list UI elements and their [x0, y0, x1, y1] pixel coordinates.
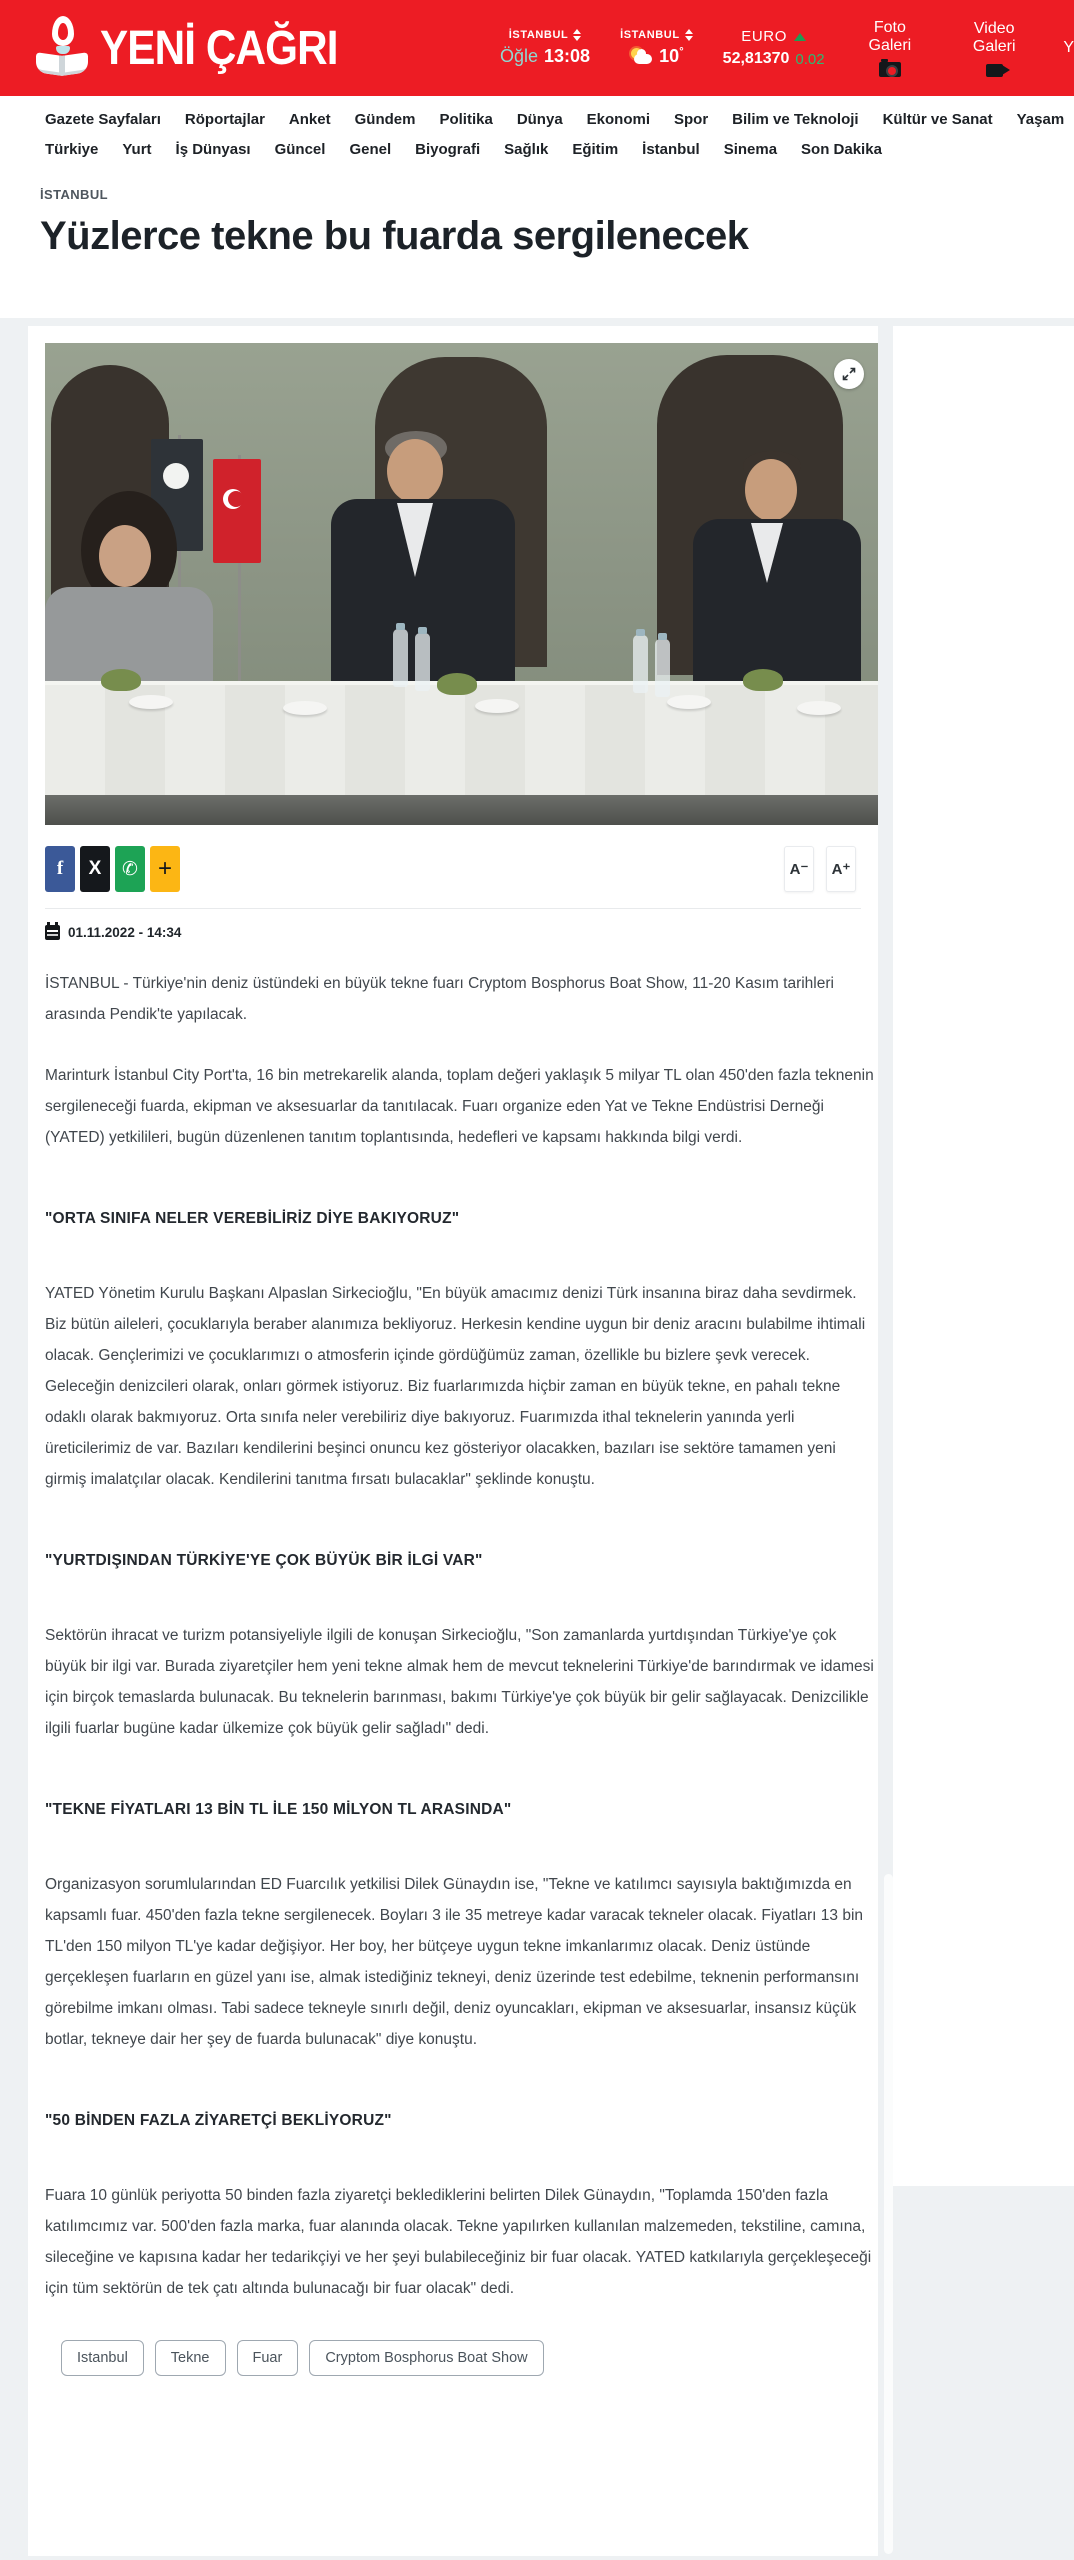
- prayer-time-value: 13:08: [544, 46, 591, 66]
- paragraph: İSTANBUL - Türkiye'nin deniz üstündeki en büyük tekne fuarı Cryptom Bosphorus Boat Show, 11-20 Kasım tarihleri arasında Pendik'te yapılacak.: [45, 975, 834, 1023]
- nav-row-1: [45, 111, 1074, 128]
- photo-gallery-link[interactable]: [855, 19, 926, 77]
- video-gallery-label: Video Galeri: [972, 19, 1016, 55]
- nav-item-politika[interactable]: Politika: [439, 111, 493, 128]
- photo-dish: [475, 699, 519, 713]
- calendar-icon: [45, 925, 60, 940]
- currency-change: 0.02: [795, 50, 825, 68]
- photo-table-edge: [45, 795, 878, 825]
- expand-icon: [842, 367, 856, 381]
- facebook-share-button[interactable]: [45, 846, 75, 892]
- camera-icon: [879, 62, 901, 77]
- sidebar-ad-panel: [893, 326, 1074, 2186]
- font-larger-button[interactable]: A⁺: [826, 846, 856, 892]
- currency-widget[interactable]: [723, 28, 825, 68]
- brand-title: YENİ ÇAĞRI: [100, 21, 338, 75]
- weather-widget[interactable]: [620, 29, 693, 67]
- photo-dish: [667, 695, 711, 709]
- paragraph: Fuara 10 günlük periyotta 50 binden fazla ziyaretçi beklediklerini belirten Dilek Günaydın, "Toplamda 150'den fazla katılımcımız var. 500'den fazla marka, fuar alanında olacak. Tekne yapılırken kullanılan malzemeden, tekstiline, camına, sileceğine ve kapısına kadar her tedarikçiyi ve her şeyi bulabileceğiniz bir fuar olacak. YATED katkılarıyla gerçekleşeceği için tüm sektörün de tek çatı altında bulunacağı bir fuar olacak" dedi.: [45, 2187, 872, 2297]
- torch-book-logo-icon: [34, 16, 90, 80]
- photo-plant: [743, 669, 783, 691]
- paragraph: Sektörün ihracat ve turizm potansiyeliyle ilgili de konuşan Sirkecioğlu, "Son zamanlarda yurtdışından Türkiye'ye çok büyük bir ilgi var. Burada ziyaretçiler hem yeni tekne almak hem de mevcut teknelerini Türkiye'de barındırmak ve idamesi için birçok temaslarda bulunacak. Bu teknelerin barınması, bakımı Türkiye'ye çok büyük bir gelir sağlayacak. Denizcilikle ilgili fuarlar bugüne kadar ülkemize çok büyük gelir sağladı" dedi.: [45, 1627, 874, 1737]
- city-selector-arrows-icon[interactable]: [685, 29, 693, 41]
- plus-icon: +: [157, 855, 172, 882]
- nav-item-guncel[interactable]: Güncel: [274, 141, 326, 158]
- photo-gallery-label: Foto Galeri: [868, 19, 912, 54]
- page-title: Yüzlerce tekne bu fuarda sergilenecek: [40, 214, 749, 258]
- nav-item-roportajlar[interactable]: Röportajlar: [184, 111, 265, 128]
- nav-item-biyografi[interactable]: Biyografi: [415, 141, 481, 158]
- publish-date-row: [45, 925, 878, 940]
- city-selector-arrows-icon[interactable]: [573, 29, 581, 41]
- photo-bottle: [393, 629, 408, 687]
- share-row: [45, 846, 878, 892]
- photo-bottle: [633, 635, 648, 693]
- video-camera-icon: [986, 64, 1003, 77]
- x-icon: X: [88, 858, 102, 879]
- prayer-times-widget[interactable]: [500, 29, 590, 67]
- main-navigation: [0, 96, 1074, 171]
- nav-item-sinema[interactable]: Sinema: [723, 141, 778, 158]
- nav-item-genel[interactable]: Genel: [349, 141, 392, 158]
- site-logo[interactable]: [34, 16, 370, 80]
- breadcrumb[interactable]: İSTANBUL: [40, 187, 108, 202]
- temperature-value: 10°: [659, 46, 684, 66]
- paragraph: Organizasyon sorumlularından ED Fuarcılık yetkilisi Dilek Günaydın ise, "Tekne ve katılımcı sayısıyla baktığımızda en kapsamlı fuar. 450'den fazla tekne sergilenecek. Boyları 3 ile 35 metreye kadar varacak tekneler olacak. Fiyatları 13 bin TL'den 150 milyon TL'ye kadar değişiyor. Her boy, her bütçeye uygun tekne imkanlarımız olacak. Deniz üstünde gerçekleşen fuarların en güzel yanı ise, almak istediğiniz tekneyi, deniz üzerinde test edebilme, teknenin performansını görebilme imkanı olması. Tabi sadece tekneyle sınırlı değil, deniz oyuncakları, ekipman ve aksesuarlar, insansız küçük botlar, tekneye dair her şey de fuarda bulunacak" diye konuştu.: [45, 1876, 864, 2048]
- tag-fuar[interactable]: Fuar: [237, 2340, 299, 2376]
- publish-date: 01.11.2022 - 14:34: [68, 925, 182, 940]
- subheading: "TEKNE FİYATLARI 13 BİN TL İLE 150 MİLYON TL ARASINDA": [45, 1801, 512, 1818]
- nav-item-bilim-ve-teknoloji[interactable]: Bilim ve Teknoloji: [732, 111, 859, 128]
- whatsapp-share-button[interactable]: [115, 846, 145, 892]
- article-card: [28, 326, 878, 2556]
- sun-cloud-icon: [629, 48, 653, 66]
- fullscreen-button[interactable]: [834, 359, 864, 389]
- tag-cryptom-bosphorus-boat-show[interactable]: Cryptom Bosphorus Boat Show: [309, 2340, 543, 2376]
- article-head: [0, 171, 1074, 318]
- nav-item-yasam[interactable]: Yaşam: [1016, 111, 1065, 128]
- subheading: "50 BİNDEN FAZLA ZİYARETÇİ BEKLİYORUZ": [45, 2112, 392, 2129]
- nav-item-istanbul[interactable]: İstanbul: [642, 141, 700, 158]
- nav-item-gundem[interactable]: Gündem: [354, 111, 416, 128]
- more-share-button[interactable]: [150, 846, 180, 892]
- article-body: [45, 968, 878, 2304]
- nav-item-gazete-sayfalari[interactable]: Gazete Sayfaları: [45, 111, 161, 128]
- photo-dish: [283, 701, 327, 715]
- photo-bottle: [655, 639, 670, 697]
- font-size-controls: [784, 846, 856, 892]
- nav-item-turkiye[interactable]: Türkiye: [45, 141, 99, 158]
- sidebar-scrollbar[interactable]: [884, 1874, 893, 2554]
- nav-item-ekonomi[interactable]: Ekonomi: [586, 111, 650, 128]
- nav-item-saglik[interactable]: Sağlık: [504, 141, 549, 158]
- video-gallery-link[interactable]: [955, 20, 1033, 77]
- nav-item-anket[interactable]: Anket: [288, 111, 331, 128]
- nav-item-spor[interactable]: Spor: [674, 111, 709, 128]
- divider: [45, 908, 861, 909]
- turkish-flag: [211, 455, 265, 685]
- photo-bottle: [415, 633, 430, 691]
- nav-item-yurt[interactable]: Yurt: [122, 141, 152, 158]
- nav-item-kultur-ve-sanat[interactable]: Kültür ve Sanat: [882, 111, 993, 128]
- nav-item-is-dunyasi[interactable]: İş Dünyası: [175, 141, 251, 158]
- currency-up-icon: [794, 33, 806, 41]
- subheading: "YURTDIŞINDAN TÜRKİYE'YE ÇOK BÜYÜK BİR İLGİ VAR": [45, 1552, 483, 1569]
- photo-dish: [797, 701, 841, 715]
- prayer-city-label: İSTANBUL: [508, 29, 569, 41]
- x-share-button[interactable]: [80, 846, 110, 892]
- nav-row-2: [45, 141, 1074, 158]
- header-widgets: [500, 0, 1074, 96]
- photo-dish: [129, 695, 173, 709]
- nav-item-egitim[interactable]: Eğitim: [572, 141, 619, 158]
- currency-name-label: EURO: [741, 28, 788, 45]
- article-photo: [45, 343, 878, 825]
- photo-plant: [437, 673, 477, 695]
- font-smaller-button[interactable]: A⁻: [784, 846, 814, 892]
- tag-list: [61, 2340, 878, 2376]
- currency-value: 52,81370: [722, 50, 790, 67]
- nav-item-son-dakika[interactable]: Son Dakika: [801, 141, 882, 158]
- whatsapp-icon: ✆: [122, 858, 138, 880]
- prayer-name-label: Öğle: [500, 46, 539, 66]
- nav-item-dunya[interactable]: Dünya: [516, 111, 563, 128]
- paragraph: YATED Yönetim Kurulu Başkanı Alpaslan Sirkecioğlu, "En büyük amacımız denizi Türk insanına biraz daha sevdirmek. Biz bütün aileleri, çocuklarıyla beraber alanımıza bekliyoruz. Herkesin kendine uygun bir deniz aracını bulabilme ihtimali olacak. Gençlerimizi ve çocuklarımızı o atmosferin içinde gördüğümüz zaman, özellikle bu bizlere şevk verecek. Geleceğin denizcileri olarak, onları görmek istiyoruz. Biz fuarlarımızda hiçbir zaman en büyük tekne, en pahalı tekne odaklı olarak bakmıyoruz. Orta sınıfa neler verebiliriz diye bakıyoruz. Fuarımızda ithal teknelerin yanında yerli üreticilerimiz de var. Bazıları kendilerini beşinci onuncu kez gösteriyor olacakken, bazıları ise sektöre tamamen yeni girmiş imalatçılar olacak. Kendilerini tanıtma fırsatı bulacaklar" şeklinde konuştu.: [45, 1285, 866, 1488]
- photo-plant: [101, 669, 141, 691]
- paragraph: Marinturk İstanbul City Port'ta, 16 bin metrekarelik alanda, toplam değeri yaklaşık 5 milyar TL olan 450'den fazla teknenin sergileneceği fuarda, ekipman ve aksesuarlar da tanıtılacak. Fuarı organize eden Yat ve Tekne Endüstrisi Derneği (YATED) yetkilileri, bugün düzenlenen tanıtım toplantısında, hedefleri ve kapsamı hakkında bilgi verdi.: [45, 1067, 874, 1146]
- content-area: [0, 318, 1074, 2556]
- tag-istanbul[interactable]: Istanbul: [61, 2340, 144, 2376]
- cut-off-header-link[interactable]: Y: [1063, 39, 1074, 56]
- tag-tekne[interactable]: Tekne: [155, 2340, 226, 2376]
- facebook-icon: f: [56, 858, 64, 879]
- subheading: "ORTA SINIFA NELER VEREBİLİRİZ DİYE BAKIYORUZ": [45, 1210, 460, 1227]
- weather-city-label: İSTANBUL: [620, 29, 680, 41]
- site-header: [0, 0, 1074, 96]
